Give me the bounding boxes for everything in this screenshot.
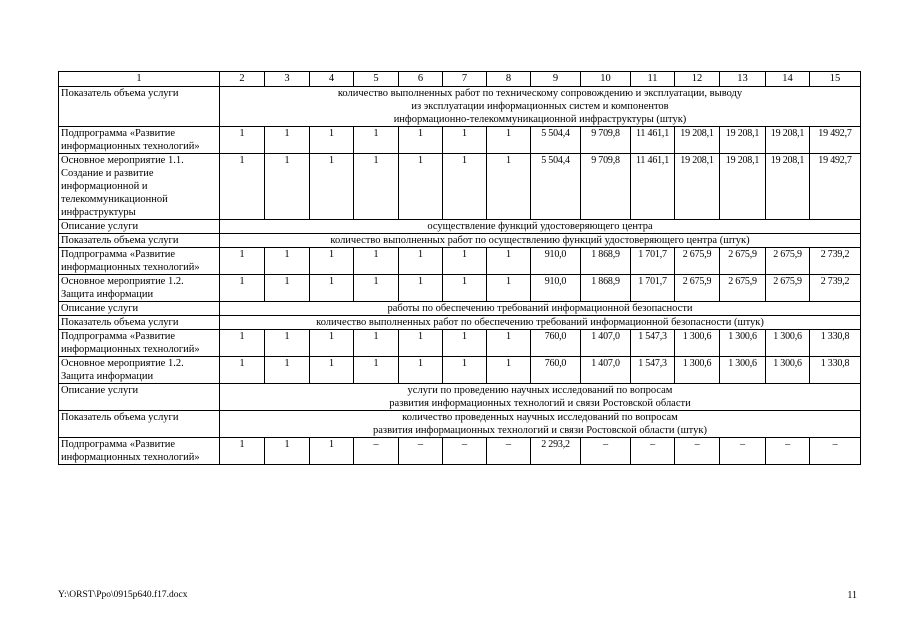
value-cell-col-15: 19 492,7: [810, 154, 861, 220]
value-cell-col-11: 1 701,7: [631, 275, 675, 302]
value-cell-col-10: 1 868,9: [581, 248, 631, 275]
value-cell-col-9: 5 504,4: [531, 154, 581, 220]
value-cell-col-8: 1: [487, 154, 531, 220]
header-cell-5: 5: [354, 72, 399, 87]
value-cell-col-5: 1: [354, 154, 399, 220]
value-cell-col-11: 1 701,7: [631, 248, 675, 275]
value-cell-col-9: 910,0: [531, 275, 581, 302]
value-cell-col-12: 2 675,9: [675, 248, 720, 275]
value-cell-col-15: 19 492,7: [810, 127, 861, 154]
span-text-line: информационно-телекоммуникационной инфраструктуры (штук): [393, 114, 687, 125]
row-label: Подпрограмма «Развитие информационных технологий»: [59, 438, 220, 465]
header-cell-14: 14: [766, 72, 810, 87]
value-cell-col-15: 2 739,2: [810, 275, 861, 302]
value-cell-col-11: 1 547,3: [631, 357, 675, 384]
header-cell-7: 7: [443, 72, 487, 87]
header-cell-11: 11: [631, 72, 675, 87]
header-row: [59, 72, 861, 87]
table-row: [59, 234, 861, 248]
value-cell-col-2: 1: [220, 357, 265, 384]
span-text-line: количество выполненных работ по техническому сопровождению и эксплуатации, выводу: [337, 88, 743, 99]
value-cell-col-10: 9 709,8: [581, 127, 631, 154]
value-cell-col-12: –: [675, 438, 720, 465]
value-cell-col-13: 1 300,6: [720, 357, 766, 384]
value-cell-col-3: 1: [265, 438, 310, 465]
value-cell-col-9: 760,0: [531, 330, 581, 357]
table-row: [59, 154, 861, 220]
table-row: [59, 248, 861, 275]
value-cell-col-6: 1: [399, 275, 443, 302]
span-text-line: услуги по проведению научных исследований по вопросам: [407, 385, 673, 396]
value-cell-col-2: 1: [220, 248, 265, 275]
value-cell-col-9: 760,0: [531, 357, 581, 384]
table-row: [59, 384, 861, 411]
value-cell-col-5: 1: [354, 248, 399, 275]
value-cell-col-7: 1: [443, 248, 487, 275]
row-span-text: [220, 411, 861, 438]
value-cell-col-10: 1 868,9: [581, 275, 631, 302]
row-label: Показатель объема услуги: [59, 316, 220, 330]
value-cell-col-8: 1: [487, 248, 531, 275]
value-cell-col-15: 1 330,8: [810, 330, 861, 357]
value-cell-col-7: 1: [443, 127, 487, 154]
value-cell-col-9: 5 504,4: [531, 127, 581, 154]
value-cell-col-5: –: [354, 438, 399, 465]
value-cell-col-2: 1: [220, 330, 265, 357]
value-cell-col-6: –: [399, 438, 443, 465]
value-cell-col-13: 2 675,9: [720, 248, 766, 275]
value-cell-col-12: 1 300,6: [675, 357, 720, 384]
table-row: [59, 438, 861, 465]
value-cell-col-14: 1 300,6: [766, 330, 810, 357]
value-cell-col-10: 1 407,0: [581, 330, 631, 357]
header-cell-2: 2: [220, 72, 265, 87]
value-cell-col-14: 2 675,9: [766, 248, 810, 275]
header-cell-6: 6: [399, 72, 443, 87]
table-row: [59, 87, 861, 127]
value-cell-col-12: 2 675,9: [675, 275, 720, 302]
table-row: [59, 220, 861, 234]
row-label: Основное мероприятие 1.1. Создание и развитие информационной и телекоммуникационной инфраструктуры: [59, 154, 220, 220]
value-cell-col-11: 1 547,3: [631, 330, 675, 357]
value-cell-col-3: 1: [265, 275, 310, 302]
row-label: Показатель объема услуги: [59, 87, 220, 127]
span-text-line: развития информационных технологий и связи Ростовской области (штук): [373, 425, 707, 436]
header-cell-1: 1: [59, 72, 220, 87]
value-cell-col-5: 1: [354, 357, 399, 384]
table-row: [59, 302, 861, 316]
value-cell-col-3: 1: [265, 330, 310, 357]
value-cell-col-5: 1: [354, 127, 399, 154]
value-cell-col-8: 1: [487, 275, 531, 302]
header-cell-12: 12: [675, 72, 720, 87]
value-cell-col-15: –: [810, 438, 861, 465]
row-label: Основное мероприятие 1.2. Защита информации: [59, 275, 220, 302]
value-cell-col-3: 1: [265, 154, 310, 220]
value-cell-col-3: 1: [265, 357, 310, 384]
row-span-text: [220, 316, 861, 330]
span-text-line: количество выполненных работ по осуществлению функций удостоверяющего центра (штук): [330, 235, 750, 246]
value-cell-col-4: 1: [310, 248, 354, 275]
value-cell-col-11: –: [631, 438, 675, 465]
row-span-text: [220, 384, 861, 411]
value-cell-col-7: 1: [443, 154, 487, 220]
header-cell-8: 8: [487, 72, 531, 87]
header-cell-10: 10: [581, 72, 631, 87]
value-cell-col-14: 1 300,6: [766, 357, 810, 384]
row-label: Описание услуги: [59, 384, 220, 411]
value-cell-col-4: 1: [310, 330, 354, 357]
value-cell-col-9: 2 293,2: [531, 438, 581, 465]
span-text-line: работы по обеспечению требований информационной безопасности: [387, 303, 693, 314]
value-cell-col-4: 1: [310, 154, 354, 220]
value-cell-col-6: 1: [399, 330, 443, 357]
span-text-line: осуществление функций удостоверяющего центра: [427, 221, 653, 232]
value-cell-col-14: 2 675,9: [766, 275, 810, 302]
header-cell-9: 9: [531, 72, 581, 87]
row-label: Описание услуги: [59, 220, 220, 234]
row-span-text: [220, 302, 861, 316]
table-row: [59, 330, 861, 357]
span-text-line: развития информационных технологий и связи Ростовской области: [389, 398, 691, 409]
value-cell-col-6: 1: [399, 357, 443, 384]
value-cell-col-10: 9 709,8: [581, 154, 631, 220]
row-label: Основное мероприятие 1.2. Защита информации: [59, 357, 220, 384]
table-row: [59, 275, 861, 302]
value-cell-col-14: 19 208,1: [766, 154, 810, 220]
row-span-text: [220, 87, 861, 127]
value-cell-col-7: 1: [443, 330, 487, 357]
value-cell-col-13: –: [720, 438, 766, 465]
value-cell-col-15: 2 739,2: [810, 248, 861, 275]
value-cell-col-5: 1: [354, 275, 399, 302]
value-cell-col-12: 19 208,1: [675, 154, 720, 220]
value-cell-col-15: 1 330,8: [810, 357, 861, 384]
value-cell-col-7: –: [443, 438, 487, 465]
value-cell-col-8: 1: [487, 330, 531, 357]
footer-page-number: 11: [847, 590, 857, 601]
value-cell-col-6: 1: [399, 248, 443, 275]
value-cell-col-13: 2 675,9: [720, 275, 766, 302]
value-cell-col-8: 1: [487, 357, 531, 384]
value-cell-col-13: 19 208,1: [720, 154, 766, 220]
value-cell-col-6: 1: [399, 154, 443, 220]
data-table: [58, 71, 861, 465]
value-cell-col-4: 1: [310, 275, 354, 302]
value-cell-col-8: 1: [487, 127, 531, 154]
value-cell-col-12: 19 208,1: [675, 127, 720, 154]
value-cell-col-4: 1: [310, 438, 354, 465]
row-label: Подпрограмма «Развитие информационных технологий»: [59, 127, 220, 154]
row-span-text: [220, 220, 861, 234]
value-cell-col-7: 1: [443, 357, 487, 384]
value-cell-col-11: 11 461,1: [631, 127, 675, 154]
value-cell-col-8: –: [487, 438, 531, 465]
header-cell-15: 15: [810, 72, 861, 87]
row-label: Подпрограмма «Развитие информационных технологий»: [59, 330, 220, 357]
row-label: Описание услуги: [59, 302, 220, 316]
span-text-line: количество проведенных научных исследований по вопросам: [402, 412, 678, 423]
header-cell-13: 13: [720, 72, 766, 87]
value-cell-col-13: 19 208,1: [720, 127, 766, 154]
value-cell-col-4: 1: [310, 357, 354, 384]
table-row: [59, 411, 861, 438]
value-cell-col-14: 19 208,1: [766, 127, 810, 154]
value-cell-col-2: 1: [220, 438, 265, 465]
value-cell-col-9: 910,0: [531, 248, 581, 275]
value-cell-col-2: 1: [220, 275, 265, 302]
value-cell-col-2: 1: [220, 154, 265, 220]
value-cell-col-5: 1: [354, 330, 399, 357]
header-cell-4: 4: [310, 72, 354, 87]
row-label: Подпрограмма «Развитие информационных технологий»: [59, 248, 220, 275]
value-cell-col-12: 1 300,6: [675, 330, 720, 357]
table-row: [59, 316, 861, 330]
header-cell-3: 3: [265, 72, 310, 87]
footer-file-path: Y:\ORST\Ppo\0915p640.f17.docx: [58, 590, 188, 600]
span-text-line: из эксплуатации информационных систем и компонентов: [411, 101, 669, 112]
value-cell-col-7: 1: [443, 275, 487, 302]
table-row: [59, 357, 861, 384]
table-row: [59, 127, 861, 154]
value-cell-col-13: 1 300,6: [720, 330, 766, 357]
value-cell-col-3: 1: [265, 248, 310, 275]
value-cell-col-2: 1: [220, 127, 265, 154]
value-cell-col-11: 11 461,1: [631, 154, 675, 220]
value-cell-col-10: –: [581, 438, 631, 465]
value-cell-col-10: 1 407,0: [581, 357, 631, 384]
row-label: Показатель объема услуги: [59, 234, 220, 248]
value-cell-col-14: –: [766, 438, 810, 465]
row-span-text: [220, 234, 861, 248]
span-text-line: количество выполненных работ по обеспечению требований информационной безопасности (штук): [316, 317, 764, 328]
value-cell-col-6: 1: [399, 127, 443, 154]
row-label: Показатель объема услуги: [59, 411, 220, 438]
value-cell-col-3: 1: [265, 127, 310, 154]
value-cell-col-4: 1: [310, 127, 354, 154]
